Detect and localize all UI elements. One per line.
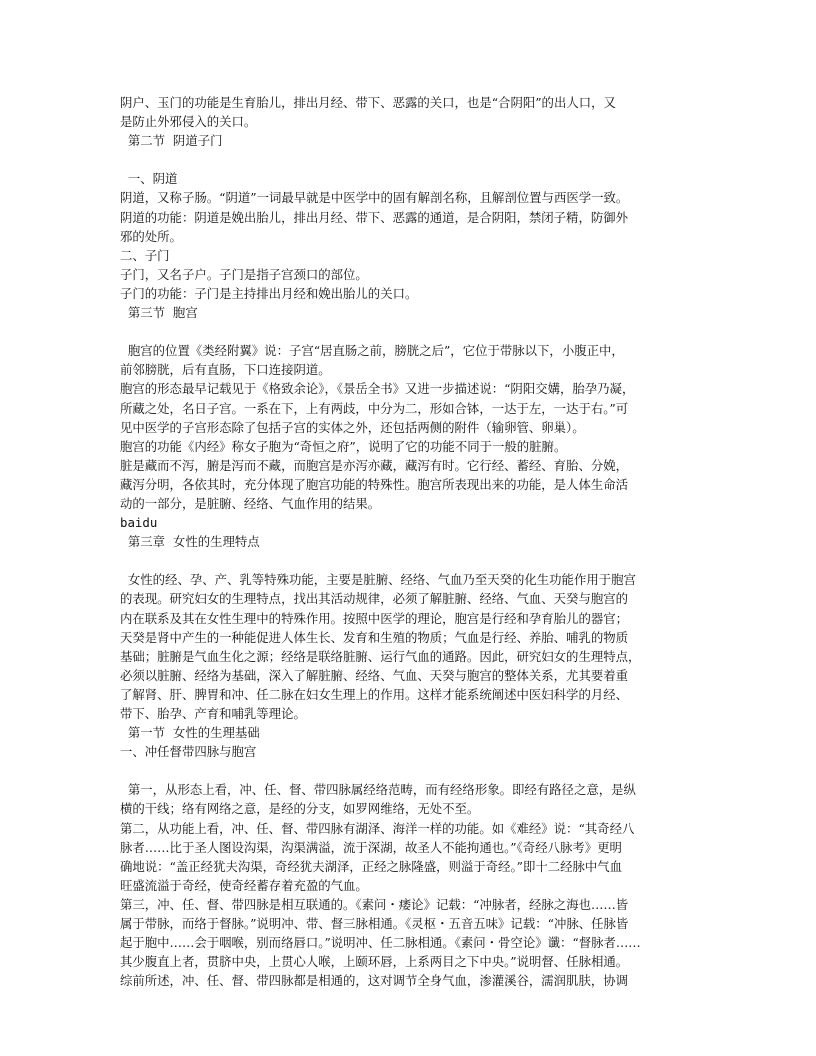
text-line: 所藏之处，名日子宫。一系在下，上有两歧，中分为二，形如合钵，一达于左，一达于右。”可 bbox=[120, 400, 629, 416]
text-line: 邪的处所。 bbox=[120, 228, 182, 244]
text-line: 藏泻分明，各依其时，充分体现了胞宫功能的特殊性。胞宫所表现出来的功能，是人体生命活 bbox=[120, 476, 629, 492]
text-line: 是防止外邪侵入的关口。 bbox=[120, 114, 257, 130]
text-line: 其少腹直上者，贯脐中央，上贯心人喉，上颐环唇，上系两目之下中央。”说明督、任脉相通。 bbox=[120, 954, 629, 970]
text-line: 脏是藏而不泻，腑是泻而不藏，而胞宫是亦泻亦藏，藏泻有时。它行经、蓄经、育胎、分娩， bbox=[120, 457, 629, 473]
blank-line bbox=[120, 322, 700, 341]
text-line: 动的一部分，是脏腑、经络、气血作用的结果。 bbox=[120, 495, 381, 511]
section-heading: 第三节 胞宫 bbox=[120, 305, 198, 321]
text-line: 综前所述，冲、任、督、带四脉都是相通的，这对调节全身气血，渗灌溪谷，濡润肌肤，协调 bbox=[120, 973, 629, 989]
text-line: 阴道的功能：阴道是娩出胎儿，排出月经、带下、恶露的通道，是合阴阳，禁闭子精，防御外 bbox=[120, 209, 629, 225]
text-line: 了解肾、肝、脾胃和冲、任二脉在妇女生理上的作用。这样才能系统阐述中医妇科学的月经、 bbox=[120, 686, 629, 702]
text-line: 脉者……比于圣人图设沟渠，沟渠满溢，流于深湖，故圣人不能拘通也。”《奇经八脉考》更明 bbox=[120, 839, 622, 855]
text-line: 胞宫的形态最早记载见于《格致余论》，《景岳全书》又进一步描述说：“阴阳交媾，胎孕乃凝， bbox=[120, 381, 635, 397]
text-line: 子门的功能：子门是主持排出月经和娩出胎儿的关口。 bbox=[120, 285, 418, 301]
text-line: 起于胞中……会于咽喉，别而络唇口。”说明冲、任二脉相通。《素问・骨空论》谶：“督脉者…… bbox=[120, 935, 641, 951]
text-line: 确地说：“盖正经犹夫沟渠，奇经犹夫湖泽，正经之脉隆盛，则溢于奇经。”即十二经脉中气血 bbox=[120, 858, 623, 874]
text-line: 阴道，又称子肠。“阴道”一词最早就是中医学中的固有解剖名称，且解剖位置与西医学一致。 bbox=[120, 190, 629, 206]
chapter-heading: 第三章 女性的生理特点 bbox=[120, 534, 260, 550]
text-line: 第二，从功能上看，冲、任、督、带四脉有湖泽、海洋一样的功能。如《难经》说：“其奇经八 bbox=[120, 820, 635, 836]
text-line: 属于带脉，而络于督脉。”说明冲、带、督三脉相通。《灵枢・五音五味》记载：“冲脉、任脉皆 bbox=[120, 916, 629, 932]
text-line: 见中医学的子宫形态除了包括子宫的实体之外，还包括两侧的附件（输卵管、卵巢）。 bbox=[120, 419, 585, 435]
blank-line bbox=[120, 761, 700, 780]
watermark-text: baidu bbox=[120, 515, 158, 531]
text-line: 子门，又名子户。子门是指子宫颈口的部位。 bbox=[120, 266, 368, 282]
text-line: 横的干线；络有网络之意，是经的分支，如罗网维络，无处不至。 bbox=[120, 801, 480, 817]
blank-line bbox=[120, 150, 700, 169]
text-line: 胞宫的功能《内经》称女子胞为“奇恒之府”，说明了它的功能不同于一般的脏腑。 bbox=[120, 438, 567, 454]
text-line: 胞宫的位置《类经附翼》说：子宫“居直肠之前，膀胱之后”，它位于带脉以下，小腹正中， bbox=[120, 343, 624, 359]
text-line: 第一，从形态上看，冲、任、督、带四脉属经络范畴，而有经络形象。即经有路径之意，是纵 bbox=[120, 782, 636, 798]
text-line: 必须以脏腑、经络为基础，深入了解脏腑、经络、气血、天癸与胞宫的整体关系，尤其要着重 bbox=[120, 667, 629, 683]
subsection-heading: 一、阴道 bbox=[120, 171, 178, 187]
text-line: 第三，冲、任、督、带四脉是相互联通的。《素问・痿论》记载：“冲脉者，经脉之海也……皆 bbox=[120, 896, 629, 912]
blank-line bbox=[120, 551, 700, 570]
text-line: 基础；脏腑是气血生化之源；经络是联络脏腑、运行气血的通路。因此，研究妇女的生理特点， bbox=[120, 648, 641, 664]
document-page bbox=[120, 93, 700, 990]
text-line: 女性的经、孕、产、乳等特殊功能，主要是脏腑、经络、气血乃至天癸的化生功能作用于胞宫 bbox=[120, 572, 636, 588]
text-line: 内在联系及其在女性生理中的特殊作用。按照中医学的理论，胞宫是行经和孕育胎儿的器官； bbox=[120, 610, 629, 626]
text-line: 阴户、玉门的功能是生育胎儿，排出月经、带下、恶露的关口，也是“合阴阳”的出人口，又 bbox=[120, 95, 616, 110]
text-line: 旺盛流溢于奇经，使奇经蓄存着充盈的气血。 bbox=[120, 877, 368, 893]
section-heading: 第一节 女性的生理基础 bbox=[120, 725, 260, 741]
text-line: 天癸是肾中产生的一种能促进人体生长、发育和生殖的物质；气血是行经、养胎、哺乳的物质 bbox=[120, 629, 629, 645]
subsection-heading: 二、子门 bbox=[120, 247, 170, 263]
text-line: 的表现。研究妇女的生理特点，找出其活动规律，必须了解脏腑、经络、气血、天癸与胞宫的 bbox=[120, 591, 629, 607]
subsection-heading: 一、冲任督带四脉与胞宫 bbox=[120, 744, 257, 760]
section-heading: 第二节 阴道子门 bbox=[120, 133, 223, 149]
text-line: 前邻膀胱，后有直肠，下口连接阴道。 bbox=[120, 362, 331, 378]
text-line: 带下、胎孕、产育和哺乳等理论。 bbox=[120, 706, 306, 721]
